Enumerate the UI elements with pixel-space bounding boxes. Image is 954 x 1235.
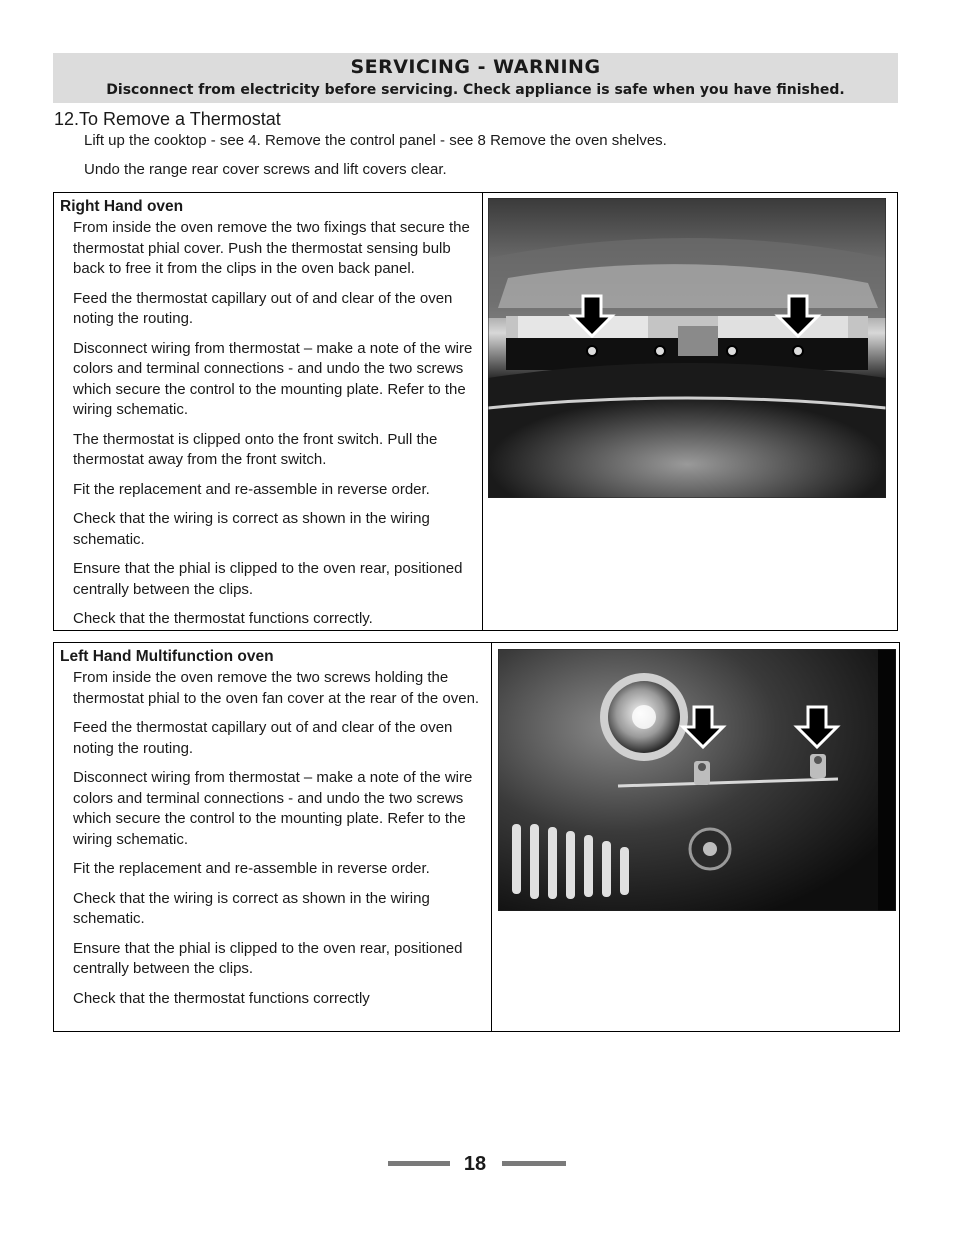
list-item: Ensure that the phial is clipped to the oven rear, positioned centrally between the clips. (73, 939, 463, 977)
right-hand-oven-panel (53, 192, 898, 631)
right-hand-steps (73, 218, 479, 639)
list-item: Feed the thermostat capillary out of and clear of the oven noting the routing. (73, 719, 453, 757)
list-item: Disconnect wiring from thermostat – make a note of the wire colors and terminal connections - and undo the two screws which secure the control to the mounting plate. Refer to the wiring schematic. (73, 769, 473, 848)
panel-divider (491, 643, 492, 1031)
list-item: Check that the thermostat functions correctly (73, 989, 370, 1007)
list-item: Disconnect wiring from thermostat – make a note of the wire colors and terminal connections - and undo the two screws which secure the control to the mounting plate. Refer to the wiring schematic. (73, 339, 473, 418)
section-heading: 12.To Remove a Thermostat (54, 109, 281, 129)
list-item: Fit the replacement and re-assemble in reverse order. (73, 860, 430, 877)
left-hand-oven-panel (53, 642, 900, 1032)
intro-line-2: Undo the range rear cover screws and lift covers clear. (84, 161, 447, 178)
list-item: Ensure that the phial is clipped to the oven rear, positioned centrally between the clips. (73, 560, 463, 598)
warning-banner (53, 53, 898, 103)
left-oven-photo (498, 649, 896, 911)
left-hand-steps (73, 668, 487, 1018)
list-item: Check that the wiring is correct as shown in the wiring schematic. (73, 889, 430, 927)
list-item: From inside the oven remove the two screws holding the thermostat phial to the oven fan cover at the rear of the oven. (73, 669, 480, 707)
page-footer (388, 1150, 566, 1178)
banner-title: SERVICING - WARNING (350, 56, 601, 78)
page-number: 18 (463, 1153, 487, 1175)
right-hand-oven-title: Right Hand oven (60, 198, 184, 215)
list-item: From inside the oven remove the two fixings that secure the thermostat phial cover. Push the thermostat sensing bulb back to free it from the clips in the oven back panel. (73, 219, 470, 277)
footer-bar-right (502, 1161, 566, 1166)
list-item: Feed the thermostat capillary out of and clear of the oven noting the routing. (73, 289, 453, 327)
footer-bar-left (388, 1161, 450, 1166)
list-item: The thermostat is clipped onto the front switch. Pull the thermostat away from the front switch. (73, 430, 438, 468)
right-oven-photo (488, 198, 886, 498)
list-item: Check that the wiring is correct as shown in the wiring schematic. (73, 510, 430, 548)
banner-subtitle: Disconnect from electricity before servicing. Check appliance is safe when you have finished. (106, 82, 845, 98)
panel-divider (482, 193, 483, 630)
intro-line-1: Lift up the cooktop - see 4. Remove the control panel - see 8 Remove the oven shelves. (84, 132, 667, 149)
list-item: Check that the thermostat functions correctly. (73, 610, 373, 627)
left-hand-oven-title: Left Hand Multifunction oven (60, 648, 274, 665)
list-item: Fit the replacement and re-assemble in reverse order. (73, 480, 430, 498)
